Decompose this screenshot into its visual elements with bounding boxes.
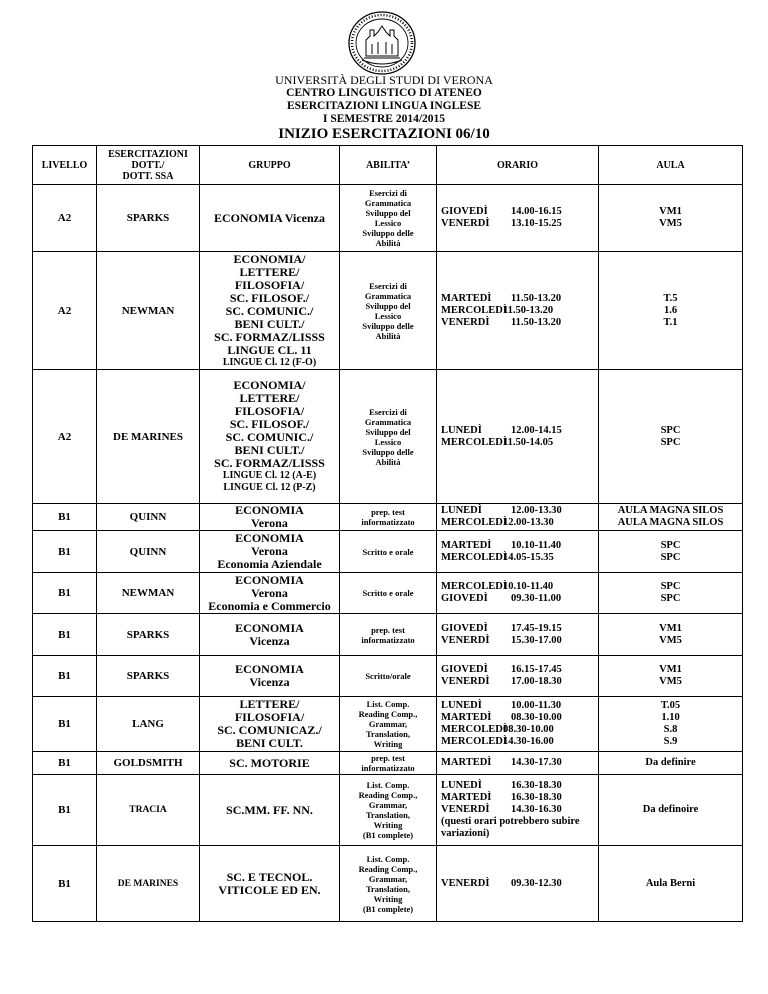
aula-line: SPC xyxy=(660,436,681,448)
table-row xyxy=(33,573,743,614)
cell-docente: GOLDSMITH xyxy=(97,752,200,775)
cell-aula xyxy=(599,775,743,846)
orario-line xyxy=(441,505,596,517)
orario-line xyxy=(441,635,596,647)
cell-orario xyxy=(437,846,599,922)
abilita-line: Sviluppo del xyxy=(365,300,411,311)
orario-time: 12.00-14.15 xyxy=(511,424,562,436)
gruppo-line: FILOSOFIA/ xyxy=(234,404,305,418)
abilita-line: Scritto e orale xyxy=(362,588,414,598)
aula-line: SPC xyxy=(660,551,681,563)
gruppo-line: ECONOMIA xyxy=(235,620,304,635)
orario-day: MARTEDÌ xyxy=(441,712,492,723)
abilita-line: Esercizi di xyxy=(369,188,407,198)
orario-day: MERCOLEDÌ xyxy=(441,304,507,316)
orario-line xyxy=(441,878,596,890)
orario-time: 09.30-11.00 xyxy=(511,593,562,604)
cell-livello: A2 xyxy=(33,185,97,252)
orario-time: 14.00-16.15 xyxy=(511,206,562,217)
cell-livello: B1 xyxy=(33,504,97,531)
abilita-line: Grammatica xyxy=(364,290,412,301)
orario-day: MARTEDÌ xyxy=(441,757,492,768)
gruppo-line: SC.MM. FF. NN. xyxy=(226,802,313,817)
table-row xyxy=(33,656,743,697)
orario-time: 14.05-15.35 xyxy=(503,551,554,563)
orario-time: 11.50-13.20 xyxy=(503,304,554,316)
cell-gruppo xyxy=(200,185,340,252)
orario-time: 13.10-15.25 xyxy=(511,218,562,229)
abilita-line: prep. test xyxy=(371,753,405,763)
cell-livello: B1 xyxy=(33,614,97,656)
cell-abilita xyxy=(340,370,437,504)
course-title: ESERCITAZIONI LINGUA INGLESE xyxy=(286,100,482,112)
gruppo-line: Economia e Commercio xyxy=(208,598,331,613)
orario-day: LUNEDÌ xyxy=(441,700,482,711)
orario-time: 16.30-18.30 xyxy=(511,780,562,791)
cell-livello: A2 xyxy=(33,252,97,370)
orario-day: MERCOLEDÌ xyxy=(441,581,507,592)
cell-gruppo xyxy=(200,531,340,573)
abilita-line: Writing xyxy=(373,820,403,830)
cell-abilita xyxy=(340,573,437,614)
cell-orario xyxy=(437,573,599,614)
cell-orario xyxy=(437,697,599,752)
cell-livello: B1 xyxy=(33,573,97,614)
gruppo-line: LINGUE Cl. 12 (A-E) xyxy=(222,470,317,481)
orario-time: 14.30-16.00 xyxy=(503,736,554,747)
orario-time: 17.00-18.30 xyxy=(511,676,562,687)
orario-line xyxy=(441,712,596,724)
orario-time: 14.30-16.30 xyxy=(511,804,562,815)
orario-line xyxy=(441,437,596,449)
orario-day: VENERDÌ xyxy=(441,804,490,815)
university-name: UNIVERSITÀ DEGLI STUDI DI VERONA xyxy=(275,73,493,87)
orario-day: MERCOLEDÌ xyxy=(441,551,507,563)
cell-livello: B1 xyxy=(33,531,97,573)
orario-time: 15.30-17.00 xyxy=(511,634,562,646)
table-row xyxy=(33,614,743,656)
table-row xyxy=(33,846,743,922)
cell-docente: SPARKS xyxy=(97,185,200,252)
cell-abilita xyxy=(340,531,437,573)
cell-aula xyxy=(599,531,743,573)
gruppo-line: ECONOMIA xyxy=(235,662,304,676)
aula-line: SPC xyxy=(660,539,681,551)
gruppo-line: LETTERE/ xyxy=(239,697,300,711)
orario-day: GIOVEDÌ xyxy=(441,664,488,675)
abilita-line: Translation, xyxy=(365,810,410,820)
aula-line: Da definoire xyxy=(642,804,699,815)
abilita-line: Scritto/orale xyxy=(365,671,411,681)
gruppo-line: FILOSOFIA/ xyxy=(234,277,305,292)
header-gruppo: GRUPPO xyxy=(200,146,340,185)
cell-orario xyxy=(437,531,599,573)
gruppo-line: SC. COMUNIC./ xyxy=(225,303,314,318)
cell-docente: DE MARINES xyxy=(97,846,200,922)
orario-day: MERCOLEDÌ xyxy=(441,724,507,735)
abilita-line: Sviluppo delle xyxy=(362,228,414,238)
aula-line: 1.10 xyxy=(661,712,680,723)
university-seal-logo xyxy=(342,10,422,76)
cell-orario xyxy=(437,752,599,775)
cell-aula xyxy=(599,656,743,697)
cell-aula xyxy=(599,504,743,531)
gruppo-line: ECONOMIA xyxy=(235,572,304,587)
cell-aula xyxy=(599,846,743,922)
orario-line xyxy=(441,593,596,605)
gruppo-line: SC. FILOSOF./ xyxy=(229,417,310,431)
cell-docente: QUINN xyxy=(97,504,200,531)
abilita-line: Sviluppo delle xyxy=(362,320,414,331)
orario-day: MARTEDÌ xyxy=(441,292,492,304)
table-row xyxy=(33,370,743,504)
cell-orario xyxy=(437,614,599,656)
abilita-line: Esercizi di xyxy=(369,280,407,291)
start-date-title: INIZIO ESERCITAZIONI 06/10 xyxy=(278,126,490,142)
gruppo-line: Verona xyxy=(251,516,288,530)
gruppo-line: LINGUE Cl. 12 (F-O) xyxy=(222,356,317,368)
cell-docente: NEWMAN xyxy=(97,573,200,614)
gruppo-line: SC. E TECNOL. xyxy=(226,869,313,884)
abilita-line: Sviluppo del xyxy=(365,208,411,218)
aula-line: VM1 xyxy=(659,206,682,217)
gruppo-line: ECONOMIA/ xyxy=(233,251,306,266)
cell-gruppo xyxy=(200,752,340,775)
gruppo-line: ECONOMIA xyxy=(235,503,304,517)
abilita-line: Grammar, xyxy=(368,719,408,729)
abilita-line: Translation, xyxy=(365,729,410,739)
orario-day: LUNEDÌ xyxy=(441,424,482,436)
orario-line xyxy=(441,552,596,564)
cell-orario xyxy=(437,504,599,531)
cell-abilita xyxy=(340,614,437,656)
abilita-line: Writing xyxy=(373,893,403,904)
aula-line: T.05 xyxy=(660,700,681,711)
header-aula: AULA xyxy=(599,146,743,185)
orario-day: VENERDÌ xyxy=(441,218,490,229)
orario-line xyxy=(441,664,596,676)
orario-time: 16.15-17.45 xyxy=(511,664,562,675)
header-esercitazioni-line: DOTT./ xyxy=(131,159,165,171)
abilita-line: Reading Comp., xyxy=(358,709,418,719)
orario-time: 11.50-13.20 xyxy=(511,292,562,304)
aula-line: Aula Berni xyxy=(645,877,696,889)
header-esercitazioni xyxy=(97,146,200,185)
table-row xyxy=(33,697,743,752)
cell-docente: LANG xyxy=(97,697,200,752)
cell-livello: B1 xyxy=(33,752,97,775)
orario-day: LUNEDÌ xyxy=(441,780,482,791)
cell-gruppo xyxy=(200,656,340,697)
orario-line xyxy=(441,804,596,816)
header-esercitazioni-line: ESERCITAZIONI xyxy=(108,148,188,160)
abilita-line: Sviluppo delle xyxy=(362,446,414,457)
cell-docente: TRACIA xyxy=(97,775,200,846)
orario-time: 10.00-11.30 xyxy=(511,700,562,711)
orario-time: 10.10-11.40 xyxy=(511,539,562,551)
gruppo-line: SC. MOTORIE xyxy=(229,755,310,770)
cell-aula xyxy=(599,614,743,656)
orario-line xyxy=(441,293,596,305)
table-row xyxy=(33,531,743,573)
abilita-line: (B1 complete) xyxy=(362,830,414,840)
cell-abilita xyxy=(340,504,437,531)
gruppo-line: LETTERE/ xyxy=(239,264,300,279)
gruppo-line: BENI CULT./ xyxy=(234,443,305,457)
aula-line: VM5 xyxy=(659,634,682,646)
header-livello: LIVELLO xyxy=(33,146,97,185)
aula-line: S.8 xyxy=(663,724,678,735)
aula-line: SPC xyxy=(660,581,681,592)
orario-time: 09.30-12.30 xyxy=(511,877,562,889)
gruppo-line: LETTERE/ xyxy=(239,391,300,405)
orario-line xyxy=(441,757,596,769)
orario-line xyxy=(441,724,596,736)
abilita-line: Lessico xyxy=(374,436,402,447)
orario-line xyxy=(441,780,596,792)
abilita-line: Translation, xyxy=(365,883,410,894)
abilita-line: Scritto e orale xyxy=(362,546,414,557)
abilita-line: prep. test xyxy=(371,507,405,517)
orario-line xyxy=(441,305,596,317)
cell-aula xyxy=(599,370,743,504)
cell-gruppo xyxy=(200,252,340,370)
abilita-line: Abilità xyxy=(375,238,401,248)
aula-line: T.1 xyxy=(663,316,678,328)
gruppo-line: SC. FILOSOF./ xyxy=(229,290,310,305)
orario-line xyxy=(441,517,596,529)
abilita-line: Sviluppo del xyxy=(365,426,411,437)
cell-gruppo xyxy=(200,573,340,614)
cell-gruppo xyxy=(200,614,340,656)
cell-gruppo xyxy=(200,775,340,846)
orario-line xyxy=(441,540,596,552)
cell-abilita xyxy=(340,252,437,370)
cell-abilita xyxy=(340,775,437,846)
aula-line: VM5 xyxy=(659,218,682,229)
cell-livello: B1 xyxy=(33,656,97,697)
abilita-line: List. Comp. xyxy=(366,853,410,864)
orario-day: VENERDÌ xyxy=(441,634,490,646)
abilita-line: Reading Comp., xyxy=(358,863,418,874)
orario-time: 08.30-10.00 xyxy=(511,712,562,723)
semester-label: I SEMESTRE 2014/2015 xyxy=(322,113,446,125)
cell-docente: SPARKS xyxy=(97,656,200,697)
orario-line xyxy=(441,623,596,635)
aula-line: VM1 xyxy=(659,664,682,675)
cell-gruppo xyxy=(200,370,340,504)
table-row xyxy=(33,752,743,775)
gruppo-line: LINGUE CL. 11 xyxy=(227,342,312,357)
table-header-row xyxy=(33,146,743,185)
orario-day: VENERDÌ xyxy=(441,316,490,328)
abilita-line: Abilità xyxy=(375,456,401,467)
cell-livello: A2 xyxy=(33,370,97,504)
cell-gruppo xyxy=(200,846,340,922)
cell-docente: QUINN xyxy=(97,531,200,573)
cell-orario xyxy=(437,656,599,697)
cell-orario xyxy=(437,370,599,504)
orario-day: LUNEDÌ xyxy=(441,505,482,516)
orario-time: 10.10-11.40 xyxy=(503,581,554,592)
abilita-line: (B1 complete) xyxy=(362,903,414,914)
orario-time: 08.30-10.00 xyxy=(503,724,554,735)
cell-abilita xyxy=(340,752,437,775)
gruppo-line: Economia Aziendale xyxy=(217,557,322,571)
orario-day: VENERDÌ xyxy=(441,877,490,889)
cell-orario xyxy=(437,185,599,252)
abilita-line: Grammar, xyxy=(368,873,408,884)
gruppo-line: ECONOMIA xyxy=(235,531,304,545)
cell-aula xyxy=(599,185,743,252)
orario-line xyxy=(441,218,596,230)
cell-aula xyxy=(599,252,743,370)
orario-line xyxy=(441,792,596,804)
gruppo-line: FILOSOFIA/ xyxy=(234,710,305,724)
abilita-line: Esercizi di xyxy=(369,406,407,417)
orario-line xyxy=(441,700,596,712)
aula-line: S.9 xyxy=(663,736,678,747)
gruppo-line: VITICOLE ED EN. xyxy=(218,882,321,897)
orario-line xyxy=(441,317,596,329)
orario-day: GIOVEDÌ xyxy=(441,622,488,634)
orario-line xyxy=(441,206,596,218)
gruppo-line: LINGUE Cl. 12 (P-Z) xyxy=(223,482,316,493)
cell-docente: NEWMAN xyxy=(97,252,200,370)
orario-day: VENERDÌ xyxy=(441,676,490,687)
orario-line xyxy=(441,736,596,748)
schedule-table xyxy=(32,145,743,922)
header-abilita: ABILITA’ xyxy=(340,146,437,185)
header-orario: ORARIO xyxy=(437,146,599,185)
cell-aula xyxy=(599,752,743,775)
cell-aula xyxy=(599,573,743,614)
gruppo-line: Vicenza xyxy=(249,675,290,689)
gruppo-line: Verona xyxy=(251,544,288,558)
gruppo-line: ECONOMIA Vicenza xyxy=(214,210,325,225)
aula-line: AULA MAGNA SILOS xyxy=(617,505,724,516)
orario-time: 11.50-14.05 xyxy=(503,436,554,448)
abilita-line: Lessico xyxy=(374,310,402,321)
gruppo-line: Verona xyxy=(251,585,288,600)
cell-gruppo xyxy=(200,504,340,531)
gruppo-line: SC. COMUNIC./ xyxy=(225,430,314,444)
table-row xyxy=(33,504,743,531)
orario-time: 12.00-13.30 xyxy=(503,517,554,528)
cell-livello: B1 xyxy=(33,775,97,846)
abilita-line: Writing xyxy=(373,739,403,749)
table-row xyxy=(33,185,743,252)
abilita-line: Reading Comp., xyxy=(358,790,418,800)
header-esercitazioni-line: DOTT. SSA xyxy=(122,170,174,182)
aula-line: SPC xyxy=(660,424,681,436)
orario-line xyxy=(441,425,596,437)
orario-day: GIOVEDÌ xyxy=(441,206,488,217)
orario-time: 14.30-17.30 xyxy=(511,757,562,768)
gruppo-line: BENI CULT./ xyxy=(234,316,305,331)
orario-time: 11.50-13.20 xyxy=(511,316,562,328)
orario-line xyxy=(441,676,596,688)
cell-abilita xyxy=(340,185,437,252)
cell-abilita xyxy=(340,697,437,752)
orario-day: MERCOLEDÌ xyxy=(441,436,507,448)
abilita-line: informatizzato xyxy=(361,634,415,645)
table-row xyxy=(33,775,743,846)
aula-line: SPC xyxy=(660,593,681,604)
abilita-line: Grammar, xyxy=(368,800,408,810)
abilita-line: Grammatica xyxy=(364,198,412,208)
orario-time: 12.00-13.30 xyxy=(511,505,562,516)
cell-orario xyxy=(437,252,599,370)
orario-time: 16.30-18.30 xyxy=(511,792,562,803)
gruppo-line: ECONOMIA/ xyxy=(233,378,306,392)
aula-line: Da definire xyxy=(645,757,696,768)
cell-docente: SPARKS xyxy=(97,614,200,656)
center-name: CENTRO LINGUISTICO DI ATENEO xyxy=(286,87,482,99)
orario-day: MERCOLEDÌ xyxy=(441,517,507,528)
abilita-line: Lessico xyxy=(374,218,402,228)
abilita-line: Grammatica xyxy=(364,416,412,427)
cell-livello: B1 xyxy=(33,697,97,752)
cell-abilita xyxy=(340,656,437,697)
aula-line: VM5 xyxy=(659,676,682,687)
orario-line xyxy=(441,581,596,593)
cell-docente: DE MARINES xyxy=(97,370,200,504)
aula-line: VM1 xyxy=(659,622,682,634)
abilita-line: prep. test xyxy=(371,624,405,635)
aula-line: T.5 xyxy=(663,292,678,304)
orario-time: 17.45-19.15 xyxy=(511,622,562,634)
gruppo-line: SC. FORMAZ/LISSS xyxy=(214,329,325,344)
cell-orario xyxy=(437,775,599,846)
gruppo-line: SC. FORMAZ/LISSS xyxy=(214,456,325,470)
aula-line: 1.6 xyxy=(663,304,678,316)
aula-line: AULA MAGNA SILOS xyxy=(617,517,724,528)
table-row xyxy=(33,252,743,370)
cell-abilita xyxy=(340,846,437,922)
abilita-line: Abilità xyxy=(375,330,401,341)
abilita-line: List. Comp. xyxy=(366,780,410,790)
orario-day: MERCOLEDÌ xyxy=(441,736,507,747)
gruppo-line: Vicenza xyxy=(249,633,290,648)
abilita-line: informatizzato xyxy=(361,763,415,773)
orario-day: GIOVEDÌ xyxy=(441,593,488,604)
abilita-line: List. Comp. xyxy=(366,699,410,709)
orario-day: MARTEDÌ xyxy=(441,792,492,803)
gruppo-line: SC. COMUNICAZ./ xyxy=(217,723,322,737)
abilita-line: informatizzato xyxy=(361,517,415,527)
orario-day: MARTEDÌ xyxy=(441,539,492,551)
cell-gruppo xyxy=(200,697,340,752)
cell-livello: B1 xyxy=(33,846,97,922)
cell-aula xyxy=(599,697,743,752)
gruppo-line: BENI CULT. xyxy=(236,736,303,750)
orario-note: (questi orari potrebbero subire variazioni) xyxy=(441,816,580,839)
